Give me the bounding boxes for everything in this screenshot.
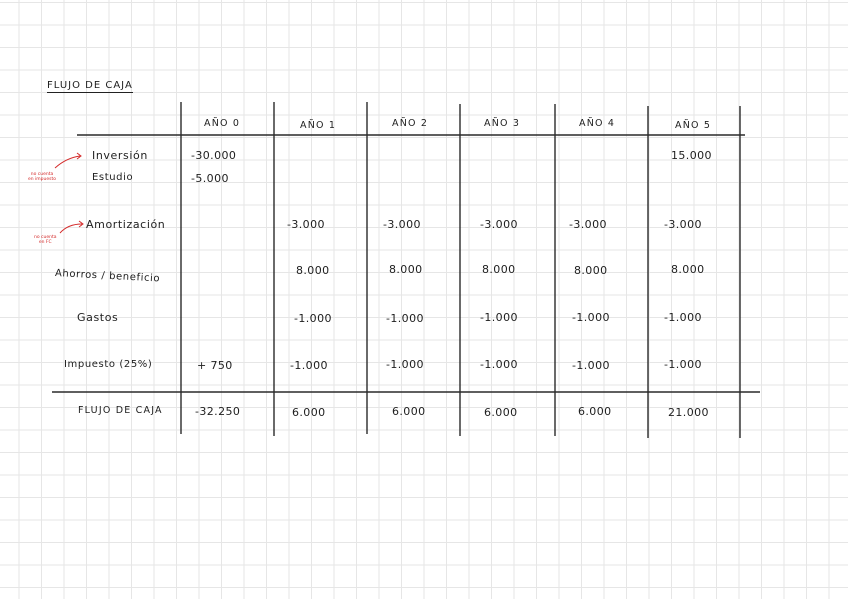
cell-amortizacion-ano5: -3.000 <box>664 218 702 231</box>
row-label-estudio: Estudio <box>92 172 134 183</box>
note-amortizacion-line1: no cuenta <box>34 235 57 240</box>
cell-ahorros-ano1: 8.000 <box>296 264 330 277</box>
column-header-ano-3: AÑO 3 <box>484 118 521 129</box>
cell-impuesto-ano4: -1.000 <box>572 359 610 372</box>
cell-ahorros-ano3: 8.000 <box>482 263 516 276</box>
row-label-ahorros: Ahorros / beneficio <box>54 268 161 285</box>
sheet-title: FLUJO DE CAJA <box>47 80 133 91</box>
note-inversion-line2: en impuesto <box>28 177 57 182</box>
row-label-gastos: Gastos <box>77 311 119 324</box>
cell-total-ano2: 6.000 <box>392 405 426 418</box>
cell-impuesto-ano0: + 750 <box>197 359 233 372</box>
row-label-impuesto: Impuesto (25%) <box>64 359 153 370</box>
row-label-amortizacion: Amortización <box>86 218 166 231</box>
cell-amortizacion-ano1: -3.000 <box>287 218 325 231</box>
cell-gastos-ano4: -1.000 <box>572 311 610 324</box>
cell-gastos-ano5: -1.000 <box>664 311 702 324</box>
column-header-ano-1: AÑO 1 <box>300 120 337 131</box>
note-amortizacion <box>34 235 57 245</box>
column-header-ano-0: AÑO 0 <box>204 118 241 129</box>
cell-ahorros-ano5: 8.000 <box>671 263 705 276</box>
column-header-ano-4: AÑO 4 <box>579 118 616 129</box>
cell-inversion-ano5: 15.000 <box>671 149 712 162</box>
note-amortizacion-line2: en FC <box>38 240 52 245</box>
cell-impuesto-ano1: -1.000 <box>290 359 328 372</box>
cell-impuesto-ano5: -1.000 <box>664 358 702 371</box>
cell-gastos-ano1: -1.000 <box>294 312 332 325</box>
column-header-ano-5: AÑO 5 <box>675 120 712 131</box>
cell-total-ano4: 6.000 <box>578 405 612 418</box>
cell-total-ano5: 21.000 <box>668 406 709 419</box>
cell-amortizacion-ano3: -3.000 <box>480 218 518 231</box>
cell-impuesto-ano2: -1.000 <box>386 358 424 371</box>
cell-gastos-ano2: -1.000 <box>386 312 424 325</box>
note-inversion <box>28 172 56 182</box>
cell-ahorros-ano4: 8.000 <box>574 264 608 277</box>
cell-amortizacion-ano4: -3.000 <box>569 218 607 231</box>
cell-gastos-ano3: -1.000 <box>480 311 518 324</box>
cell-impuesto-ano3: -1.000 <box>480 358 518 371</box>
note-inversion-line1: no cuenta <box>30 172 54 177</box>
cell-ahorros-ano2: 8.000 <box>389 263 423 276</box>
column-header-ano-2: AÑO 2 <box>392 118 429 129</box>
cell-total-ano0: -32.250 <box>195 405 241 418</box>
cell-inversion-ano0: -30.000 <box>191 149 237 162</box>
cell-total-ano1: 6.000 <box>292 406 326 419</box>
cell-amortizacion-ano2: -3.000 <box>383 218 421 231</box>
row-label-inversion: Inversión <box>92 149 148 162</box>
cell-estudio-ano0: -5.000 <box>191 172 229 185</box>
row-label-flujo-de-caja: FLUJO DE CAJA <box>78 405 163 416</box>
cell-total-ano3: 6.000 <box>484 406 518 419</box>
